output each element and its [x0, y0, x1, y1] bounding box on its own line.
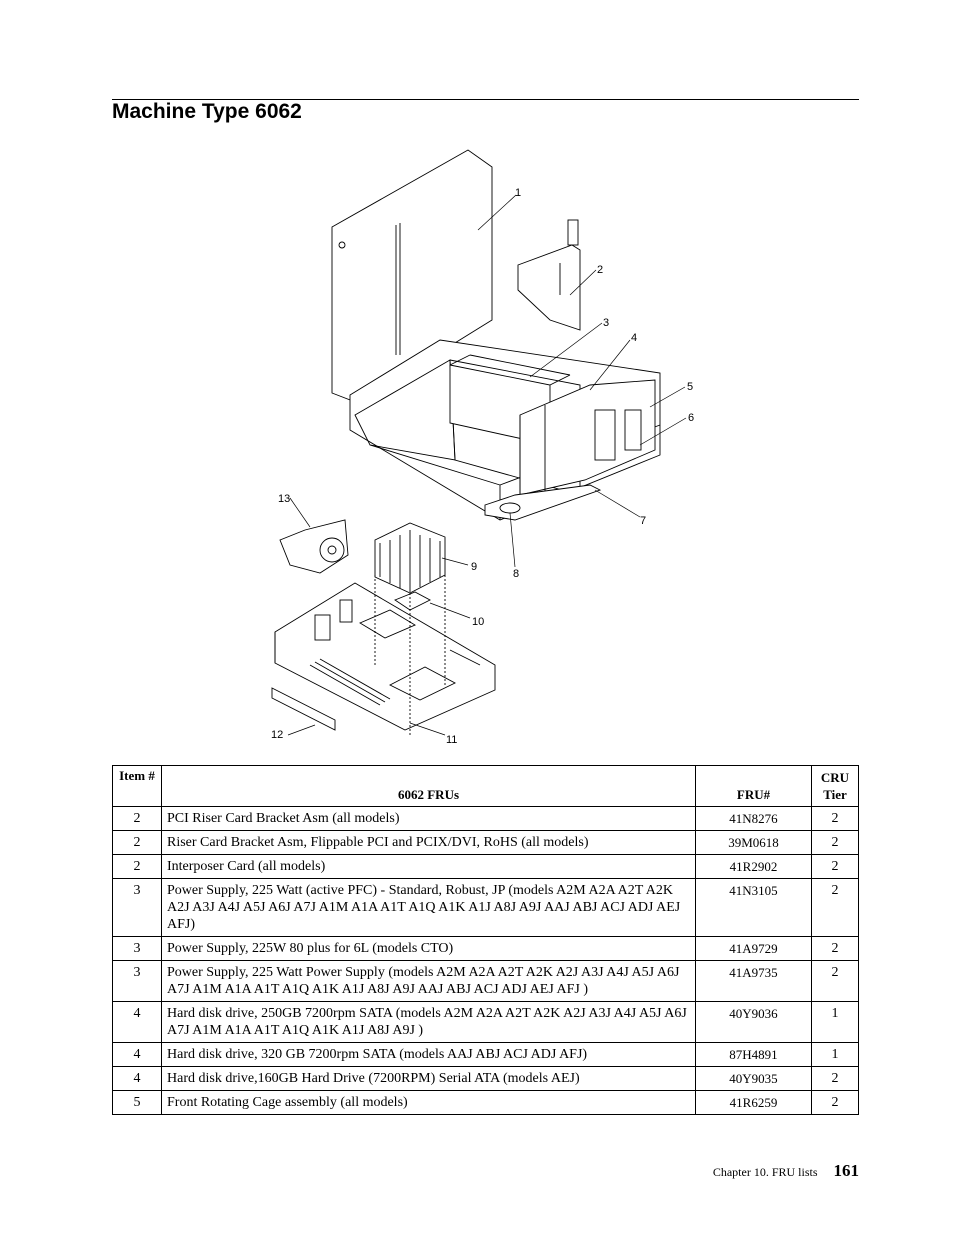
- callout-11: 11: [446, 734, 458, 746]
- table-row: [113, 1091, 859, 1115]
- fru-table: [112, 765, 859, 1115]
- exploded-view-drawing: [260, 145, 710, 750]
- table-row: [113, 831, 859, 855]
- header-frus: 6062 FRUs: [162, 766, 696, 807]
- row-cru-tier: 2: [812, 807, 859, 831]
- row-fru-number: 41R6259: [696, 1091, 812, 1115]
- row-item: 5: [113, 1091, 162, 1115]
- row-fru-number: 40Y9036: [696, 1002, 812, 1043]
- row-cru-tier: 2: [812, 1067, 859, 1091]
- row-description: Power Supply, 225 Watt (active PFC) - Standard, Robust, JP (models A2M A2A A2T A2K A2J A3J A4J A5J A6J A7J A1M A1A A1T A1Q A1K A1J A8J A9J AAJ ABJ ACJ ADJ AEJ AFJ): [162, 879, 696, 937]
- row-fru-number: 40Y9035: [696, 1067, 812, 1091]
- row-fru-number: 41A9729: [696, 937, 812, 961]
- callout-2: 2: [597, 264, 604, 276]
- row-description: Front Rotating Cage assembly (all models): [162, 1091, 696, 1115]
- fru-table-header-row: [113, 766, 859, 807]
- callout-9: 9: [471, 561, 478, 573]
- row-fru-number: 41R2902: [696, 855, 812, 879]
- callout-5: 5: [687, 381, 694, 393]
- table-row: [113, 855, 859, 879]
- callout-6: 6: [688, 412, 695, 424]
- row-description: Hard disk drive, 250GB 7200rpm SATA (models A2M A2A A2T A2K A2J A3J A4J A5J A6J A7J A1M A1A A1T A1Q A1K A1J A8J A9J ): [162, 1002, 696, 1043]
- row-item: 4: [113, 1067, 162, 1091]
- row-cru-tier: 1: [812, 1043, 859, 1067]
- footer-chapter: Chapter 10. FRU lists: [712, 1165, 818, 1179]
- page-number: 161: [833, 1161, 859, 1180]
- row-description: Interposer Card (all models): [162, 855, 696, 879]
- callout-10: 10: [472, 616, 485, 628]
- row-description: Hard disk drive,160GB Hard Drive (7200RPM) Serial ATA (models AEJ): [162, 1067, 696, 1091]
- table-row: [113, 937, 859, 961]
- table-row: [113, 1002, 859, 1043]
- table-row: [113, 879, 859, 937]
- exploded-view-figure: [260, 145, 710, 750]
- row-item: 4: [113, 1043, 162, 1067]
- row-item: 2: [113, 831, 162, 855]
- table-row: [113, 961, 859, 1002]
- row-cru-tier: 2: [812, 855, 859, 879]
- callout-3: 3: [603, 317, 610, 329]
- callout-8: 8: [513, 568, 520, 580]
- row-fru-number: 41A9735: [696, 961, 812, 1002]
- row-item: 4: [113, 1002, 162, 1043]
- table-row: [113, 1043, 859, 1067]
- table-row: [113, 807, 859, 831]
- table-row: [113, 1067, 859, 1091]
- callout-4: 4: [631, 332, 638, 344]
- row-fru-number: 41N8276: [696, 807, 812, 831]
- row-fru-number: 39M0618: [696, 831, 812, 855]
- row-description: PCI Riser Card Bracket Asm (all models): [162, 807, 696, 831]
- chassis-drawing: [272, 150, 660, 735]
- row-item: 2: [113, 855, 162, 879]
- callout-12: 12: [271, 729, 284, 741]
- header-fru-number: FRU#: [696, 766, 812, 807]
- row-cru-tier: 2: [812, 1091, 859, 1115]
- row-fru-number: 41N3105: [696, 879, 812, 937]
- page-title: Machine Type 6062: [112, 100, 302, 123]
- row-item: 3: [113, 879, 162, 937]
- callout-7: 7: [640, 515, 647, 527]
- row-item: 2: [113, 807, 162, 831]
- header-cru-tier: CRU Tier: [812, 766, 859, 807]
- row-cru-tier: 2: [812, 961, 859, 1002]
- row-description: Power Supply, 225W 80 plus for 6L (models CTO): [162, 937, 696, 961]
- row-cru-tier: 2: [812, 937, 859, 961]
- row-cru-tier: 2: [812, 879, 859, 937]
- callout-13: 13: [278, 493, 291, 505]
- row-item: 3: [113, 961, 162, 1002]
- page-footer: [713, 1161, 859, 1181]
- row-cru-tier: 2: [812, 831, 859, 855]
- header-item: Item #: [113, 766, 162, 807]
- row-cru-tier: 1: [812, 1002, 859, 1043]
- row-item: 3: [113, 937, 162, 961]
- row-description: Hard disk drive, 320 GB 7200rpm SATA (models AAJ ABJ ACJ ADJ AFJ): [162, 1043, 696, 1067]
- callout-1: 1: [515, 187, 522, 199]
- row-description: Power Supply, 225 Watt Power Supply (models A2M A2A A2T A2K A2J A3J A4J A5J A6J A7J A1M A1A A1T A1Q A1K A1J A8J A9J AAJ ABJ ACJ ADJ AEJ AFJ ): [162, 961, 696, 1002]
- row-description: Riser Card Bracket Asm, Flippable PCI and PCIX/DVI, RoHS (all models): [162, 831, 696, 855]
- row-fru-number: 87H4891: [696, 1043, 812, 1067]
